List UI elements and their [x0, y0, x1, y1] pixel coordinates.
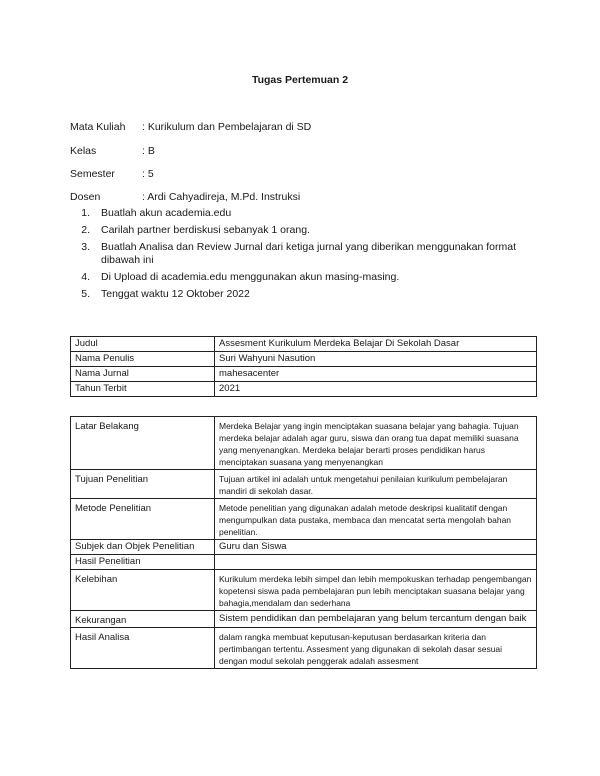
list-item — [70, 271, 540, 284]
table-label-cell: Latar Belakang — [71, 417, 215, 470]
list-text: Buatlah akun academia.edu — [101, 207, 232, 219]
table-label-cell: Kekurangan — [71, 610, 215, 628]
table-row — [71, 382, 537, 397]
info-value: : Kurikulum dan Pembelajaran di SD — [142, 121, 312, 133]
analysis-table — [70, 416, 537, 669]
table-value-cell: Sistem pendidikan dan pembelajaran yang belum tercantum dengan baik — [215, 610, 537, 628]
instruction-list — [70, 207, 540, 305]
list-item — [70, 241, 540, 267]
list-item — [70, 288, 540, 301]
table-label-cell: Judul — [71, 337, 215, 352]
table-row — [71, 470, 537, 499]
info-value: : B — [142, 145, 155, 157]
table-label-cell: Tujuan Penelitian — [71, 470, 215, 499]
list-text: Buatlah Analisa dan Review Jurnal dari ketiga jurnal yang diberikan menggunakan format dibawah ini — [101, 241, 517, 266]
list-item — [70, 224, 540, 237]
table-row — [71, 337, 537, 352]
table-value-cell: Merdeka Belajar yang ingin menciptakan suasana belajar yang bahagia. Tujuan merdeka belajar adalah agar guru, siswa dan orang tua dapat memiliki suasana yang menyenangkan. Merdeka belajar berarti proses pendidikan harus menciptakan suasana yang menyenangkan — [215, 417, 537, 470]
info-row-mata-kuliah — [70, 121, 311, 133]
table-label-cell: Kelebihan — [71, 569, 215, 610]
table-label-cell: Nama Penulis — [71, 352, 215, 367]
table-label-cell: Metode Penelitian — [71, 499, 215, 540]
table-row — [71, 555, 537, 570]
info-value: : Ardi Cahyadireja, M.Pd. Instruksi — [142, 191, 301, 203]
info-value: : 5 — [142, 168, 154, 180]
table-label-cell: Hasil Penelitian — [71, 555, 215, 570]
list-text: Tenggat waktu 12 Oktober 2022 — [101, 288, 250, 300]
table-row — [71, 417, 537, 470]
list-item — [70, 207, 540, 220]
table-label-cell: Subjek dan Objek Penelitian — [71, 540, 215, 555]
table-value-cell: Tujuan artikel ini adalah untuk mengetahui penilaian kurikulum pembelajaran mandiri di sekolah dasar. — [215, 470, 537, 499]
list-number: 3. — [81, 241, 90, 253]
list-number: 2. — [81, 224, 90, 236]
table-value-cell: Suri Wahyuni Nasution — [215, 352, 537, 367]
table-value-cell: Kurikulum merdeka lebih simpel dan lebih mempokuskan terhadap pengembangan kopetensi siswa pada pembelajaran pun lebih menciptakan suasana belajar yang bahagia,mendalam dan sederhana — [215, 569, 537, 610]
info-row-semester — [70, 168, 154, 180]
table-label-cell: Tahun Terbit — [71, 382, 215, 397]
table-label-cell: Hasil Analisa — [71, 628, 215, 669]
table-value-cell — [215, 555, 537, 570]
info-row-kelas — [70, 145, 155, 157]
info-row-dosen — [70, 191, 300, 203]
table-row — [71, 628, 537, 669]
info-label: Semester — [70, 168, 115, 180]
info-label: Mata Kuliah — [70, 121, 126, 133]
info-label: Kelas — [70, 145, 97, 157]
table-row — [71, 569, 537, 610]
table-value-cell: Guru dan Siswa — [215, 540, 537, 555]
table-row — [71, 352, 537, 367]
list-number: 5. — [81, 288, 90, 300]
table-value-cell: dalam rangka membuat keputusan-keputusan berdasarkan kriteria dan pertimbangan tertentu. Assesment yang digunakan di sekolah dasar sesuai dengan modul sekolah penggerak adalah assesment — [215, 628, 537, 669]
table-value-cell: mahesacenter — [215, 367, 537, 382]
journal-info-table — [70, 336, 537, 397]
table-row — [71, 499, 537, 540]
table-label-cell: Nama Jurnal — [71, 367, 215, 382]
list-number: 4. — [81, 271, 90, 283]
list-text: Di Upload di academia.edu menggunakan akun masing-masing. — [101, 271, 400, 283]
table-row — [71, 540, 537, 555]
info-label: Dosen — [70, 191, 101, 203]
list-number: 1. — [81, 207, 90, 219]
list-text: Carilah partner berdiskusi sebanyak 1 orang. — [101, 224, 310, 236]
table-value-cell: Assesment Kurikulum Merdeka Belajar Di Sekolah Dasar — [215, 337, 537, 352]
page-title: Tugas Pertemuan 2 — [251, 74, 349, 86]
table-value-cell: Metode penelitian yang digunakan adalah metode deskripsi kualitatif dengan mengumpulkan data pustaka, membaca dan mencatat serta mengolah bahan penelitian. — [215, 499, 537, 540]
table-row — [71, 367, 537, 382]
table-row — [71, 610, 537, 628]
table-value-cell: 2021 — [215, 382, 537, 397]
